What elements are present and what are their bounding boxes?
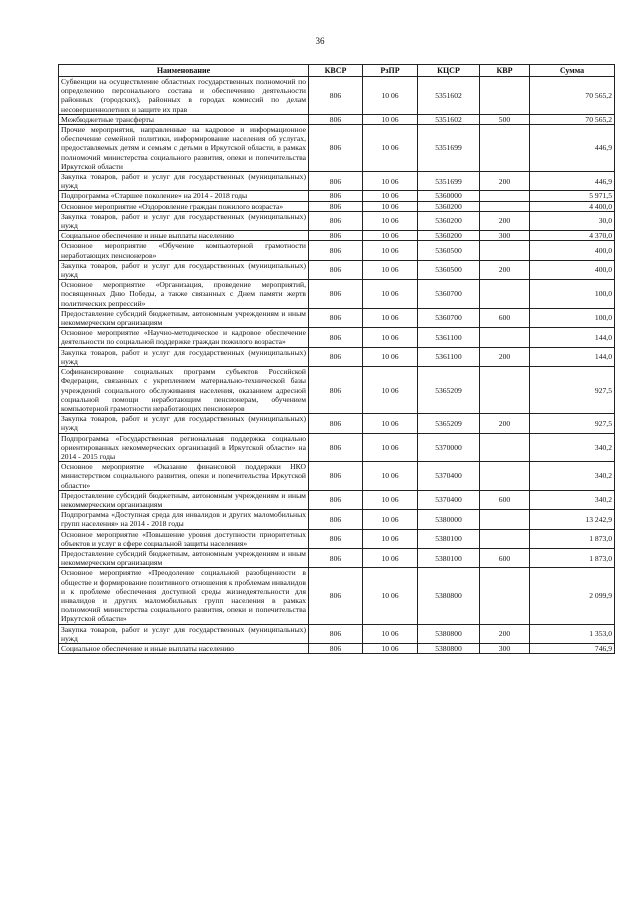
table-row: [59, 308, 615, 327]
header-kcsr: КЦСР: [418, 65, 480, 77]
table-row: [59, 510, 615, 529]
header-sum: Сумма: [530, 65, 615, 77]
cell-kvsr: 806: [309, 308, 363, 327]
table-body: [59, 77, 615, 654]
cell-rzpr: 10 06: [363, 191, 418, 201]
table-row: [59, 280, 615, 309]
table-row: [59, 462, 615, 491]
cell-rzpr: 10 06: [363, 201, 418, 211]
table-row: [59, 172, 615, 191]
table-row: [59, 231, 615, 241]
cell-name: Основное мероприятие «Научно-методическое и кадровое обеспечение деятельности по социальной поддержке граждан пожилого возраста»: [59, 328, 309, 347]
cell-kvr: 300: [480, 231, 530, 241]
table-row: [59, 328, 615, 347]
table-row: [59, 433, 615, 462]
cell-rzpr: 10 06: [363, 529, 418, 548]
cell-sum: 1 873,0: [530, 529, 615, 548]
cell-name: Основное мероприятие «Оздоровление граждан пожилого возраста»: [59, 201, 309, 211]
budget-table: [58, 64, 615, 654]
table-row: [59, 201, 615, 211]
cell-sum: 70 565,2: [530, 77, 615, 115]
cell-kvsr: 806: [309, 280, 363, 309]
cell-kvsr: 806: [309, 510, 363, 529]
cell-kcsr: 5351602: [418, 114, 480, 124]
cell-kcsr: 5380100: [418, 529, 480, 548]
cell-sum: 340,2: [530, 462, 615, 491]
cell-rzpr: 10 06: [363, 125, 418, 172]
cell-rzpr: 10 06: [363, 77, 418, 115]
cell-sum: 100,0: [530, 280, 615, 309]
cell-rzpr: 10 06: [363, 643, 418, 653]
cell-kcsr: 5370000: [418, 433, 480, 462]
cell-kvsr: 806: [309, 414, 363, 433]
cell-kcsr: 5365209: [418, 414, 480, 433]
cell-rzpr: 10 06: [363, 114, 418, 124]
cell-rzpr: 10 06: [363, 414, 418, 433]
cell-name: Софинансирование социальных программ субъектов Российской Федерации, связанных с укреплением материально-технической базы учреждений социального обслуживания населения, оказанием адресной социальной помощи неработающим пенсионерам, обучением компьютерной грамотности неработающих пенсионеров: [59, 367, 309, 414]
cell-sum: 30,0: [530, 211, 615, 230]
cell-kvsr: 806: [309, 490, 363, 509]
cell-rzpr: 10 06: [363, 624, 418, 643]
cell-kvsr: 806: [309, 241, 363, 260]
cell-kcsr: 5360200: [418, 211, 480, 230]
cell-sum: 13 242,9: [530, 510, 615, 529]
cell-name: Основное мероприятие «Оказание финансовой поддержки НКО министерством социального развития, опеки и попечительства Иркутской области»: [59, 462, 309, 491]
cell-kcsr: 5360700: [418, 308, 480, 327]
cell-kcsr: 5370400: [418, 462, 480, 491]
cell-kvr: 200: [480, 172, 530, 191]
cell-kcsr: 5360000: [418, 191, 480, 201]
header-rzpr: РзПР: [363, 65, 418, 77]
cell-kvsr: 806: [309, 231, 363, 241]
cell-sum: 4 400,0: [530, 201, 615, 211]
cell-kvsr: 806: [309, 211, 363, 230]
cell-kvr: 200: [480, 624, 530, 643]
cell-name: Социальное обеспечение и иные выплаты населению: [59, 643, 309, 653]
cell-sum: 1 353,0: [530, 624, 615, 643]
cell-name: Межбюджетные трансферты: [59, 114, 309, 124]
cell-rzpr: 10 06: [363, 231, 418, 241]
table-row: [59, 114, 615, 124]
table-row: [59, 367, 615, 414]
cell-kvsr: 806: [309, 191, 363, 201]
header-kvr: КВР: [480, 65, 530, 77]
cell-kcsr: 5380800: [418, 643, 480, 653]
cell-name: Подпрограмма «Государственная региональная поддержка социально ориентированных некоммерческих организаций в Иркутской области» на 2014 - 2015 годы: [59, 433, 309, 462]
cell-kcsr: 5380000: [418, 510, 480, 529]
cell-kcsr: 5360200: [418, 231, 480, 241]
cell-name: Закупка товаров, работ и услуг для государственных (муниципальных) нужд: [59, 347, 309, 366]
cell-kvr: [480, 510, 530, 529]
cell-kvr: [480, 280, 530, 309]
cell-name: Закупка товаров, работ и услуг для государственных (муниципальных) нужд: [59, 211, 309, 230]
cell-rzpr: 10 06: [363, 280, 418, 309]
cell-kvr: [480, 367, 530, 414]
cell-kvsr: 806: [309, 367, 363, 414]
table-row: [59, 125, 615, 172]
cell-rzpr: 10 06: [363, 260, 418, 279]
cell-rzpr: 10 06: [363, 347, 418, 366]
cell-sum: 446,9: [530, 125, 615, 172]
table-row: [59, 211, 615, 230]
cell-kvsr: 806: [309, 114, 363, 124]
cell-name: Основное мероприятие «Преодоление социальной разобщенности в обществе и формирование позитивного отношения к проблемам инвалидов и к проблеме обеспечения доступной среды жизнедеятельности для инвалидов и других маломобильных групп населения в рамках полномочий министерства социального развития, опеки и попечительства Иркутской области»: [59, 568, 309, 624]
cell-name: Подпрограмма «Старшее поколение» на 2014 - 2018 годы: [59, 191, 309, 201]
cell-kvr: [480, 529, 530, 548]
table-row: [59, 490, 615, 509]
cell-kcsr: 5370400: [418, 490, 480, 509]
cell-kcsr: 5360500: [418, 241, 480, 260]
cell-sum: 400,0: [530, 260, 615, 279]
cell-name: Подпрограмма «Доступная среда для инвалидов и других маломобильных групп населения» на 2014 - 2018 годы: [59, 510, 309, 529]
cell-kvr: [480, 191, 530, 201]
table-row: [59, 548, 615, 567]
cell-kvsr: 806: [309, 201, 363, 211]
cell-kcsr: 5351699: [418, 172, 480, 191]
cell-sum: 4 370,0: [530, 231, 615, 241]
cell-name: Предоставление субсидий бюджетным, автономным учреждениям и иным некоммерческим организациям: [59, 490, 309, 509]
cell-sum: 400,0: [530, 241, 615, 260]
cell-name: Закупка товаров, работ и услуг для государственных (муниципальных) нужд: [59, 624, 309, 643]
cell-name: Закупка товаров, работ и услуг для государственных (муниципальных) нужд: [59, 172, 309, 191]
cell-kvr: 500: [480, 114, 530, 124]
cell-kvr: [480, 462, 530, 491]
cell-kvsr: 806: [309, 548, 363, 567]
cell-rzpr: 10 06: [363, 328, 418, 347]
cell-name: Закупка товаров, работ и услуг для государственных (муниципальных) нужд: [59, 414, 309, 433]
cell-sum: 100,0: [530, 308, 615, 327]
table-row: [59, 529, 615, 548]
cell-kvr: [480, 201, 530, 211]
cell-kvr: 600: [480, 548, 530, 567]
cell-name: Субвенции на осуществление областных государственных полномочий по определению персонального состава и обеспечению деятельности районных (городских), районных в городах комиссий по делам несовершеннолетних и защите их прав: [59, 77, 309, 115]
cell-kvr: [480, 568, 530, 624]
table-row: [59, 191, 615, 201]
table-row: [59, 414, 615, 433]
cell-sum: 340,2: [530, 490, 615, 509]
cell-kvsr: 806: [309, 568, 363, 624]
cell-kvr: [480, 328, 530, 347]
cell-kvsr: 806: [309, 643, 363, 653]
cell-kcsr: 5361100: [418, 328, 480, 347]
cell-kvr: 200: [480, 211, 530, 230]
cell-kcsr: 5351602: [418, 77, 480, 115]
cell-sum: 70 565,2: [530, 114, 615, 124]
cell-kvr: 600: [480, 308, 530, 327]
cell-sum: 746,9: [530, 643, 615, 653]
cell-kvsr: 806: [309, 172, 363, 191]
cell-kvsr: 806: [309, 433, 363, 462]
header-name: Наименование: [59, 65, 309, 77]
cell-sum: 927,5: [530, 414, 615, 433]
cell-sum: 1 873,0: [530, 548, 615, 567]
cell-kvsr: 806: [309, 462, 363, 491]
table-row: [59, 77, 615, 115]
cell-name: Социальное обеспечение и иные выплаты населению: [59, 231, 309, 241]
cell-rzpr: 10 06: [363, 548, 418, 567]
cell-kvr: 200: [480, 347, 530, 366]
cell-name: Прочие мероприятия, направленные на кадровое и информационное обеспечение семейной политики, информирование населения об услугах, предоставляемых детям и семьям с детьми в Иркутской области, в рамках полномочий министерства социального развития, опеки и попечительства Иркутской области: [59, 125, 309, 172]
page-number: 36: [315, 36, 325, 46]
cell-kcsr: 5351699: [418, 125, 480, 172]
header-kvsr: КВСР: [309, 65, 363, 77]
cell-kvr: 300: [480, 643, 530, 653]
table-row: [59, 624, 615, 643]
table-row: [59, 347, 615, 366]
cell-rzpr: 10 06: [363, 308, 418, 327]
cell-kvr: [480, 241, 530, 260]
cell-kvr: 600: [480, 490, 530, 509]
cell-name: Закупка товаров, работ и услуг для государственных (муниципальных) нужд: [59, 260, 309, 279]
table-row: [59, 643, 615, 653]
cell-kvsr: 806: [309, 77, 363, 115]
cell-sum: 144,0: [530, 328, 615, 347]
cell-name: Основное мероприятие «Обучение компьютерной грамотности неработающих пенсионеров»: [59, 241, 309, 260]
cell-sum: 446,9: [530, 172, 615, 191]
cell-kcsr: 5360700: [418, 280, 480, 309]
cell-kvr: 200: [480, 414, 530, 433]
cell-kcsr: 5360200: [418, 201, 480, 211]
cell-rzpr: 10 06: [363, 367, 418, 414]
cell-kcsr: 5365209: [418, 367, 480, 414]
cell-name: Основное мероприятие «Повышение уровня доступности приоритетных объектов и услуг в сфере социальной защиты населения»: [59, 529, 309, 548]
cell-rzpr: 10 06: [363, 462, 418, 491]
cell-kvr: [480, 125, 530, 172]
cell-name: Предоставление субсидий бюджетным, автономным учреждениям и иным некоммерческим организациям: [59, 548, 309, 567]
cell-kvr: [480, 77, 530, 115]
cell-kcsr: 5360500: [418, 260, 480, 279]
cell-kvr: [480, 433, 530, 462]
cell-kvsr: 806: [309, 328, 363, 347]
cell-sum: 5 971,5: [530, 191, 615, 201]
cell-rzpr: 10 06: [363, 211, 418, 230]
cell-kcsr: 5380100: [418, 548, 480, 567]
cell-kvsr: 806: [309, 529, 363, 548]
cell-sum: 2 099,9: [530, 568, 615, 624]
cell-name: Основное мероприятие «Организация, проведение мероприятий, посвященных Дню Победы, а также связанных с Днем памяти жертв политических репрессий»: [59, 280, 309, 309]
table-row: [59, 260, 615, 279]
cell-name: Предоставление субсидий бюджетным, автономным учреждениям и иным некоммерческим организациям: [59, 308, 309, 327]
cell-rzpr: 10 06: [363, 172, 418, 191]
cell-kvsr: 806: [309, 624, 363, 643]
cell-sum: 340,2: [530, 433, 615, 462]
cell-rzpr: 10 06: [363, 510, 418, 529]
cell-kvr: 200: [480, 260, 530, 279]
cell-rzpr: 10 06: [363, 241, 418, 260]
cell-kvsr: 806: [309, 125, 363, 172]
table-header-row: [59, 65, 615, 77]
cell-sum: 927,5: [530, 367, 615, 414]
cell-rzpr: 10 06: [363, 568, 418, 624]
cell-kcsr: 5380800: [418, 624, 480, 643]
table-row: [59, 241, 615, 260]
cell-kcsr: 5361100: [418, 347, 480, 366]
cell-kvsr: 806: [309, 260, 363, 279]
cell-kvsr: 806: [309, 347, 363, 366]
cell-rzpr: 10 06: [363, 433, 418, 462]
cell-kcsr: 5380800: [418, 568, 480, 624]
table-row: [59, 568, 615, 624]
cell-sum: 144,0: [530, 347, 615, 366]
cell-rzpr: 10 06: [363, 490, 418, 509]
